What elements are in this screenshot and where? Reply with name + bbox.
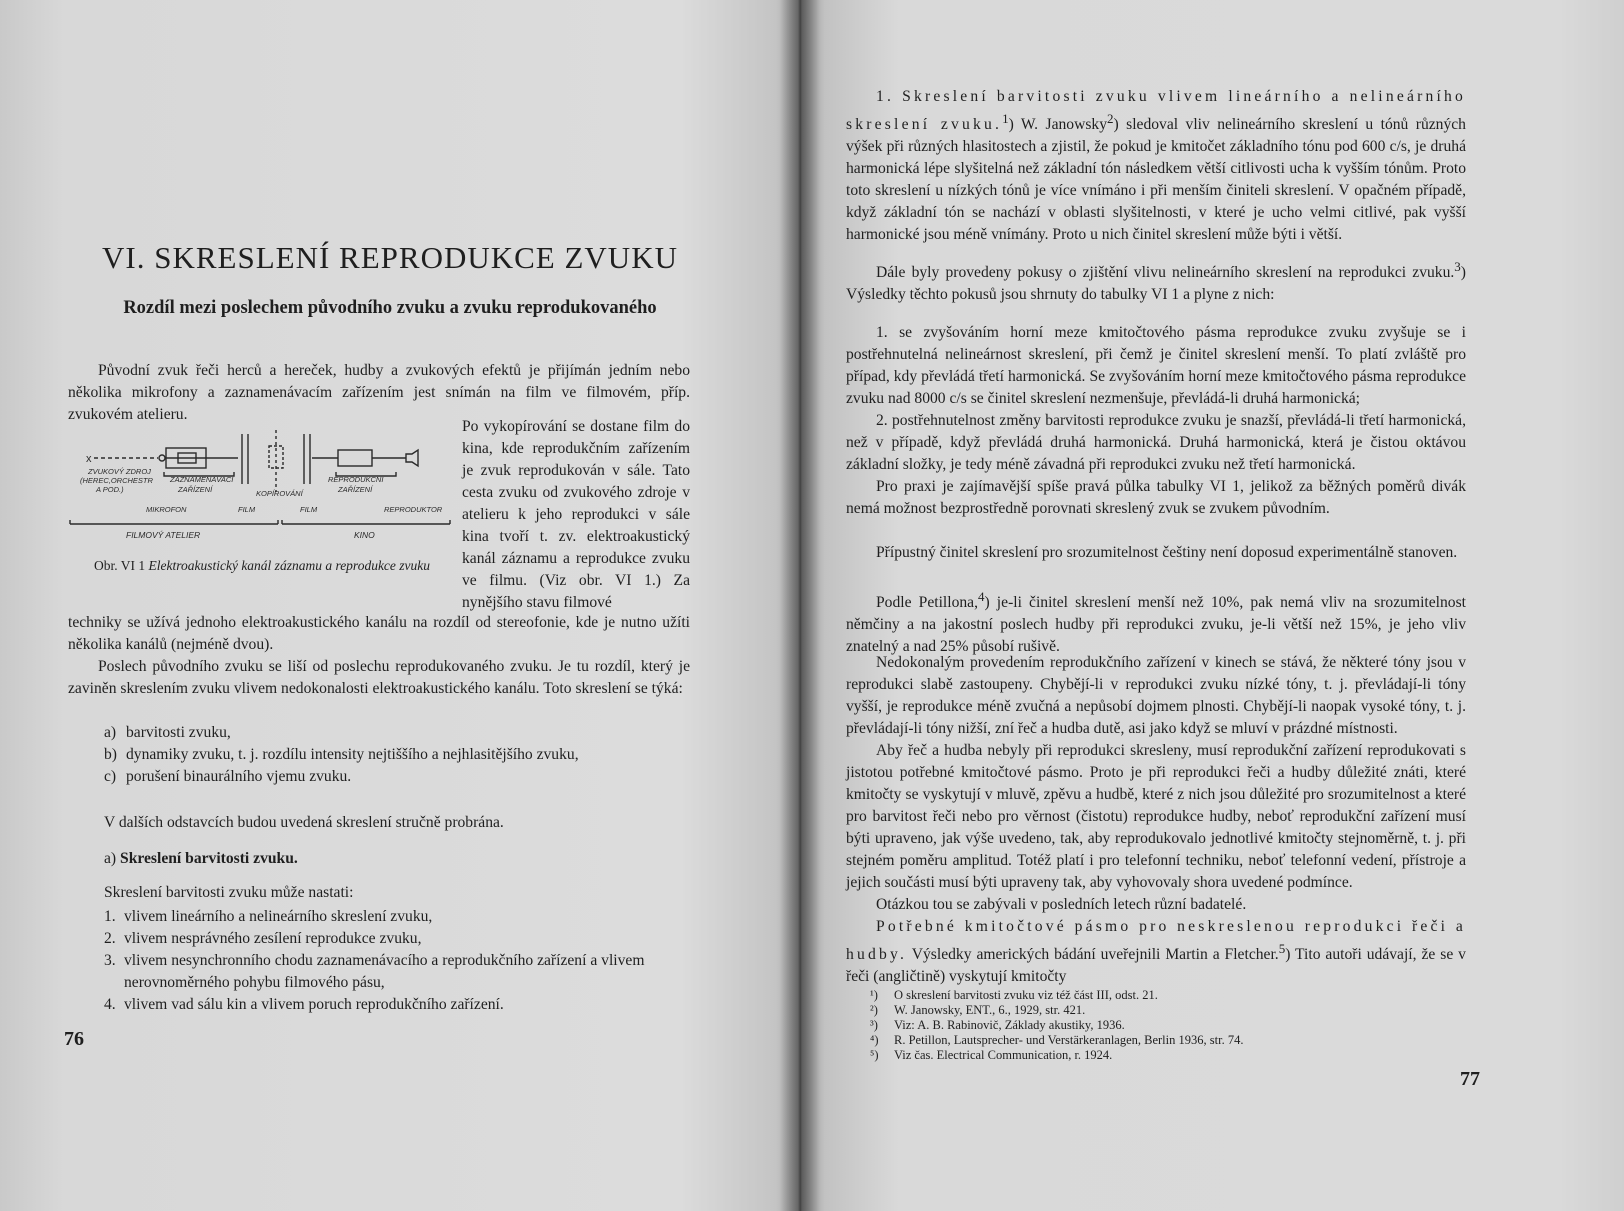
intro-wrap-paragraph: Po vykopírování se dostane film do kina, kde reprodukčním zařízením je zvuk reprodukován v sále. Tato cesta zvuku od zvukového zdroje v atelieru k jeho reprodukci v sále kina tvoří t. zv. elektroakustický kanál záznamu a reprodukce zvuku ve filmu. (Viz obr. VI 1.) Za nynějšího stavu filmové (462, 418, 690, 611)
list-item: 4. vlivem vad sálu kin a vlivem poruch reprodukčního zařízení. (104, 996, 504, 1013)
fig-label-recorder2: ZAŘÍZENÍ (178, 485, 213, 494)
right-page (800, 0, 1624, 1211)
fig-label-recorder: ZAZNAMENÁVACÍ (170, 475, 234, 484)
paragraph-further-sections: V dalších odstavcích budou uvedená skreslení stručně probrána. (104, 814, 504, 831)
fig-label-copier: KOPÍROVÁNÍ (256, 489, 303, 498)
footnote-item: ⁵) Viz čas. Electrical Communication, r. 1924. (870, 1048, 1113, 1062)
paragraph-result-1: 1. se zvyšováním horní meze kmitočtového pásma reprodukce zvuku zvyšuje se i postřehnutelná nelineárnost skreslení, při čemž je činitel skreslení menší. To platí zvláště pro případ, kdy převládá třetí harmonická. Se zvyšováním horní meze kmitočtového pásma reprodukce zvuku nad 8000 c/s se činitel skreslení nezmenšuje, převládá-li druhá harmonická; (846, 324, 1466, 407)
paragraph-petillon: Podle Petillona,$^4$) je-li činitel skreslení menší než 10%, pak nemá vliv na srozumitelnost němčiny a na jakostní poslech hudby při reprodukci zvuku, je-li větší než 15%, je jeho vliv znatelný a nad 25% působí rušivě. (846, 589, 1466, 656)
fig-label-source3: A POD.) (96, 485, 124, 494)
paragraph-required-band: Potřebné kmitočtové pásmo pro neskreslenou reprodukci řeči a hudby. Výsledky amerických bádání uveřejnili Martin a Fletcher.$^5$) Tito autoři udávají, že se v řeči (angličtině) vyskytují kmitočty (846, 918, 1466, 986)
paragraph-experiments: Dále byly provedeny pokusy o zjištění vlivu nelineárního skreslení na reprodukci zvuku.$^3$) Výsledky těchto pokusů jsou shrnuty do tabulky VI 1 a plyne z nich: (846, 259, 1466, 304)
list-item: 2. vlivem nesprávného zesílení reprodukce zvuku, (104, 930, 422, 947)
list-item: a) barvitosti zvuku, (104, 724, 231, 741)
paragraph-researchers: Otázkou tou se zabývali v posledních letech různí badatelé. (876, 896, 1247, 913)
fig-label-microphone: MIKROFON (146, 505, 187, 514)
paragraph-may-occur: Skreslení barvitosti zvuku může nastati: (104, 884, 354, 901)
fig-label-source: ZVUKOVÝ ZDROJ (88, 467, 151, 476)
paragraph-result-2: 2. postřehnutelnost změny barvitosti reprodukce zvuku je snazší, převládá-li třetí harmonická, než v případě, když převládá druhá harmonická. Druhá harmonická, která je čistou oktávou základní složky, je tedy méně závadná při reprodukci zvuku než třetí harmonická. (846, 412, 1466, 473)
intro-paragraph: Původní zvuk řeči herců a hereček, hudby a zvukových efektů je přijímán jedním nebo několika mikrofony a zaznamenávacím zařízením jest snímán na film ve filmovém, příp. zvukovém atelieru. (68, 362, 690, 423)
section-title: Rozdíl mezi poslechem původního zvuku a zvuku reprodukovaného (123, 298, 657, 318)
list-item: 1. vlivem lineárního a nelineárního skreslení zvuku, (104, 908, 433, 925)
paragraph-imperfect-equipment: Nedokonalým provedením reprodukčního zařízení v kinech se stává, že některé tóny jsou v reprodukci slabě zastoupeny. Chybějí-li v reprodukci zvuku nízké tóny, t. j. převládají-li tóny vyšší, je reprodukce méně zvučná a nepůsobí dojmem plnosti. Chybějí-li naopak vysoké tóny, t. j. převládají-li tóny nižší, zní řeč a hudba dutě, asi jako když se mluví v prázdné místnosti. (846, 654, 1466, 737)
book-gutter (780, 0, 820, 1211)
figure-caption-text: Elektroakustický kanál záznamu a reprodukce zvuku (148, 558, 431, 573)
footnote-item: ³) Viz: A. B. Rabinovič, Základy akustiky, 1936. (870, 1018, 1125, 1032)
list-item: c) porušení binaurálního vjemu zvuku. (104, 768, 352, 785)
fig-label-studio: FILMOVÝ ATELIER (126, 530, 201, 540)
figure-caption (66, 557, 458, 574)
fig-label-film2: FILM (300, 505, 318, 514)
footnotes (870, 988, 1460, 1063)
chapter-title: VI. SKRESLENÍ REPRODUKCE ZVUKU (102, 240, 678, 275)
footnote-item: ²) W. Janowsky, ENT., 6., 1929, str. 421. (870, 1003, 1086, 1017)
list-item: b) dynamiky zvuku, t. j. rozdílu intensity nejtiššího a nejhlasitějšího zvuku, (104, 746, 579, 763)
fig-label-source2: (HEREC,ORCHESTR (80, 476, 153, 485)
paragraph-linear-distortion: 1. Skreslení barvitosti zvuku vlivem lineárního a nelineárního skreslení zvuku.$^1$) W. Janowsky$^2$) sledoval vliv nelineárního skreslení u tónů různých výšek při různých hlasitostech a zjistil, že pokud je kmitočet základního tónu pod 600 c/s, je druhá harmonická lépe slyšitelná než základní tón následkem větší citlivosti ucha k vyšším tónům. Proto toto skreslení u nízkých tónů je více vnímáno i při menším činiteli skreslení. V opačném případě, když základní tón se nachází v oblasti slyšitelnosti, v které je ucho velmi citlivé, pak vyšší harmonické jsou méně vnímány. Proto u nich činitel skreslení může býti i větší. (846, 88, 1466, 244)
footnote-item: ¹) O skreslení barvitosti zvuku viz též část III, odst. 21. (870, 988, 1158, 1002)
fig-label-reproducer2: ZAŘÍZENÍ (338, 485, 373, 494)
paragraph-hearing-difference: Poslech původního zvuku se liší od poslechu reprodukovaného zvuku. Je tu rozdíl, který je zaviněn skreslením zvuku vlivem nedokonalosti elektroakustického kanálu. Toto skreslení se týká: (68, 658, 690, 697)
figure-caption-label: Obr. VI 1 (93, 558, 146, 573)
distortion-types-list (104, 722, 690, 788)
paragraph-permissible-factor: Přípustný činitel skreslení pro srozumitelnost češtiny není doposud experimentálně stanoven. (876, 544, 1458, 561)
svg-text:x: x (86, 453, 92, 465)
intro-after-paragraph: techniky se užívá jednoho elektroakustického kanálu na rozdíl od stereofonie, kde je nutno užíti několika kanálů (nejméně dvou). (68, 614, 690, 653)
fig-label-speaker: REPRODUKTOR (384, 505, 443, 514)
page-number-left: 76 (64, 1028, 84, 1050)
left-page (0, 0, 800, 1211)
list-item: 3. vlivem nesynchronního chodu zaznamenávacího a reprodukčního zařízení a vlivem nerovnoměrného pohybu filmového pásu, (104, 952, 645, 991)
paragraph-frequency-band: Aby řeč a hudba nebyly při reprodukci skresleny, musí reprodukční zařízení reprodukovati s jistotou potřebné kmitočtové pásmo. Proto je při reprodukci řeči a hudby důležité znáti, které kmitočty se vyskytují v mluvě, zpěvu a hudbě, které z nich jsou důležité pro srozumitelnost a které pro barvitost řeči nebo pro věrnost (čistotu) reprodukce hudby, neboť reprodukční zařízení musí býti upraveno, jak výše uvedeno, tak, aby reprodukovalo jednotlivé kmitočty stejnoměrně, t. j. při stejném poměru amplitud. Totéž platí i pro telefonní techniku, neboť telefonní vedení, přístroje a jejich součásti musí býti upraveny tak, aby vyhovovaly shora uvedené podmínce. (846, 742, 1466, 891)
causes-list (104, 906, 690, 1016)
fig-label-reproducer: REPRODUKČNÍ (328, 475, 384, 484)
page-number-right: 77 (1460, 1068, 1480, 1090)
fig-label-cinema: KINO (354, 530, 375, 540)
subsection-heading: a) Skreslení barvitosti zvuku. (104, 850, 298, 867)
paragraph-practice: Pro praxi je zajímavější spíše pravá půlka tabulky VI 1, jelikož za běžných poměrů divák nemá možnost bezprostředně porovnati skreslený zvuk se zvukem původním. (846, 478, 1466, 517)
footnote-item: ⁴) R. Petillon, Lautsprecher- und Verstärkeranlagen, Berlin 1936, str. 74. (870, 1033, 1244, 1047)
fig-label-film1: FILM (238, 505, 256, 514)
